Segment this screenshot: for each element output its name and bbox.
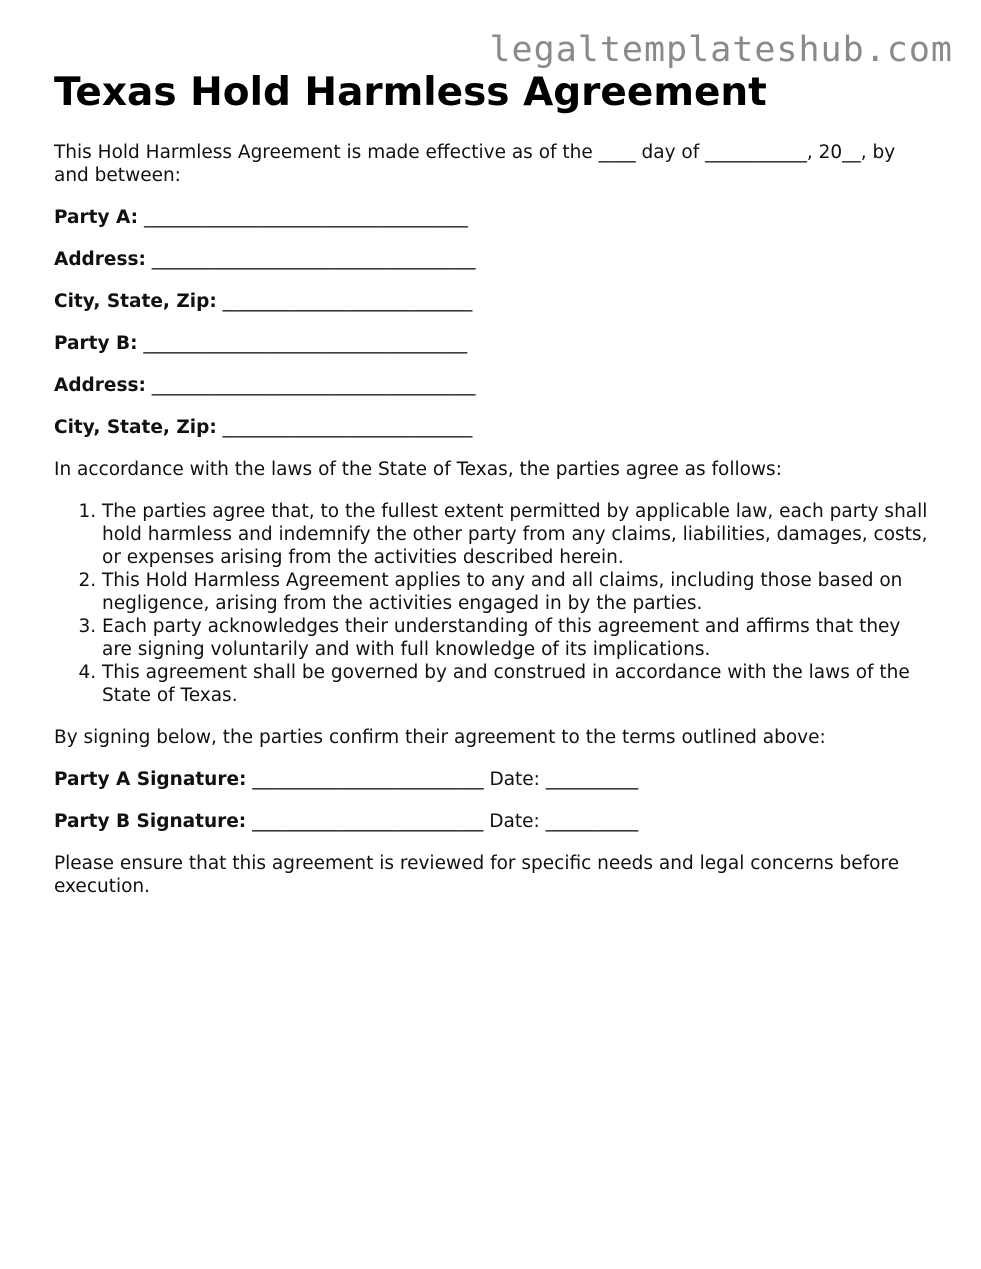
date-label: Date:	[489, 769, 540, 790]
date-blank: __________	[545, 769, 639, 790]
party-a-signature-line	[54, 768, 934, 791]
signature-label: Party A Signature:	[54, 769, 247, 790]
party-b-field	[54, 332, 934, 355]
closing-paragraph: By signing below, the parties confirm their agreement to the terms outlined above:	[54, 727, 826, 748]
blank-line: ___________________________	[222, 291, 473, 312]
blank-line: ___________________________________	[143, 333, 468, 354]
field-label: Address:	[54, 249, 146, 270]
party-a-city-field	[54, 290, 934, 313]
field-label: City, State, Zip:	[54, 291, 217, 312]
intro-paragraph: This Hold Harmless Agreement is made effective as of the ____ day of ___________, 20__, by and between:	[54, 142, 896, 186]
field-label: City, State, Zip:	[54, 417, 217, 438]
watermark: legaltemplateshub.com	[489, 30, 953, 70]
blank-line: ___________________________________	[143, 207, 468, 228]
party-b-signature-line	[54, 810, 934, 833]
document-title: Texas Hold Harmless Agreement	[54, 70, 767, 115]
party-b-city-field	[54, 416, 934, 439]
date-blank: __________	[545, 811, 639, 832]
list-item: 2. This Hold Harmless Agreement applies to any and all claims, including those based on negligence, arising from the activities engaged in by the parties.	[102, 569, 934, 615]
party-a-address-field	[54, 248, 934, 271]
signature-blank: _________________________	[252, 811, 484, 832]
list-item: 3. Each party acknowledges their understanding of this agreement and affirms that they are signing voluntarily and with full knowledge of its implications.	[102, 615, 934, 661]
party-a-field	[54, 206, 934, 229]
blank-line: ___________________________________	[151, 249, 476, 270]
review-note: Please ensure that this agreement is reviewed for specific needs and legal concerns before execution.	[54, 853, 900, 897]
blank-line: ___________________________________	[151, 375, 476, 396]
terms-list	[54, 500, 934, 707]
document-page	[54, 66, 934, 898]
party-b-address-field	[54, 374, 934, 397]
list-item: 1. The parties agree that, to the fullest extent permitted by applicable law, each party shall hold harmless and indemnify the other party from any claims, liabilities, damages, costs, or expenses arising from the activities described herein.	[102, 500, 934, 569]
field-label: Party A:	[54, 207, 139, 228]
blank-line: ___________________________	[222, 417, 473, 438]
list-item: 4. This agreement shall be governed by and construed in accordance with the laws of the State of Texas.	[102, 661, 934, 707]
accordance-paragraph: In accordance with the laws of the State of Texas, the parties agree as follows:	[54, 459, 782, 480]
field-label: Address:	[54, 375, 146, 396]
date-label: Date:	[489, 811, 540, 832]
signature-blank: _________________________	[252, 769, 484, 790]
signature-label: Party B Signature:	[54, 811, 247, 832]
field-label: Party B:	[54, 333, 138, 354]
